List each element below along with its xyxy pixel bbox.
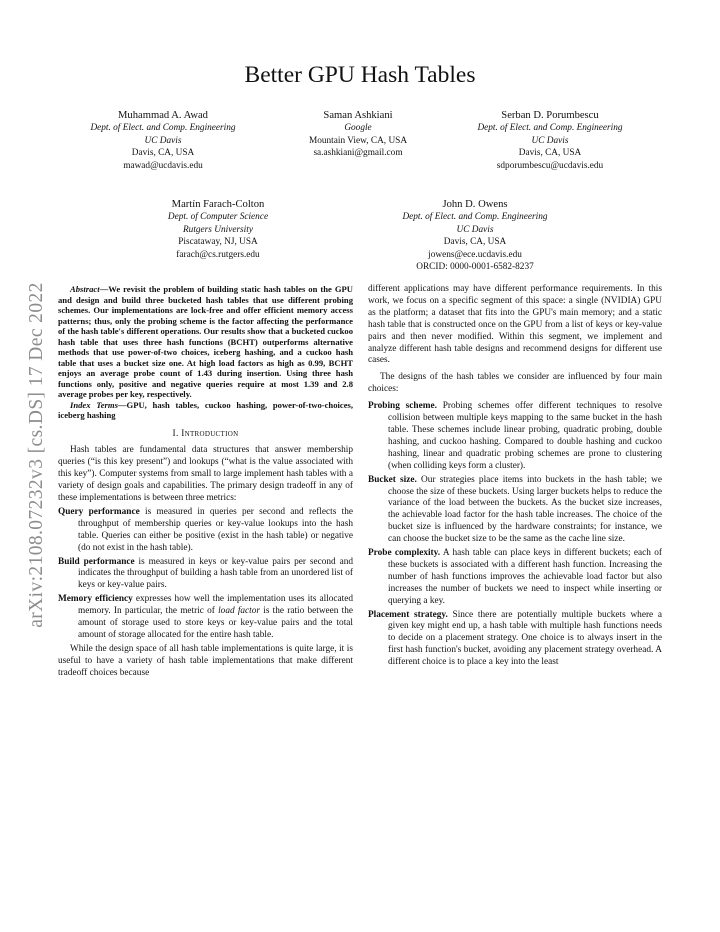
- choice-item: [368, 475, 662, 546]
- author-name: Serban D. Porumbescu: [501, 110, 599, 121]
- author-affiliation: Dept. of Elect. and Comp. Engineering: [90, 123, 236, 133]
- author-orcid: ORCID: 0000-0001-6582-8237: [416, 262, 534, 273]
- choice-text: A hash table can place keys in different buckets; each of these buckets is associated with a different hash function. Increasing the number of hash functions improves the achievable load factor but also increases the number of buckets we need to inspect while inserting or querying a key.: [388, 548, 662, 606]
- author-name: John D. Owens: [442, 199, 508, 210]
- choice-text: Our strategies place items into buckets in the hash table; we choose the size of these buckets. Using larger buckets helps to reduce the variance of the load between the buckets. As the bucket size increases, the achievable load factor for the hash table increases. The choice of the bucket size is influenced by the hardware constraints; for instance, we can choose the bucket size to be the same as the cache line size.: [388, 474, 662, 545]
- author-affiliation: Dept. of Elect. and Comp. Engineering: [402, 212, 548, 222]
- choice-text: Probing schemes offer different techniques to resolve collision between multiple keys mapping to the same bucket in the hash table. These schemes include linear probing, quadratic probing, double hashing, and cuckoo hashing. Compared to double hashing and cuckoo hashing, linear and quadratic probing schemes are prone to clustering (when colliding keys form a cluster).: [388, 401, 663, 471]
- author-email: jowens@ece.ucdavis.edu: [428, 249, 522, 260]
- index-terms-label: Index Terms: [70, 399, 118, 410]
- left-column: [58, 284, 353, 680]
- metric-item: [58, 594, 353, 642]
- author-block: [440, 109, 660, 172]
- metric-item: [58, 557, 353, 593]
- metric-term: Query performance: [58, 506, 140, 517]
- metric-item: [58, 507, 353, 555]
- author-institution: UC Davis: [531, 135, 569, 146]
- author-block: [268, 109, 448, 160]
- author-name: Saman Ashkiani: [323, 110, 393, 121]
- choice-text: Since there are potentially multiple buckets where a given key might end up, a hash table with multiple hash functions needs to decide on a placement strategy. One choice is to always insert in the first hash function's bucket, avoiding any placement strategy overhead. A different choice is to place a key into the least: [388, 609, 662, 668]
- right-column: [368, 284, 662, 671]
- choice-item: [368, 548, 662, 608]
- index-terms-text: —GPU, hash tables, cuckoo hashing, power-of-two-choices, iceberg hashing: [58, 399, 354, 420]
- choice-item: [368, 401, 662, 472]
- abstract: [58, 284, 353, 400]
- author-affiliation: Google: [344, 123, 372, 133]
- choice-term: Bucket size.: [368, 474, 417, 485]
- choice-term: Probe complexity.: [368, 548, 441, 559]
- author-location: Davis, CA, USA: [443, 237, 507, 248]
- index-terms: [58, 400, 353, 421]
- choice-term: Probing scheme.: [368, 401, 437, 412]
- author-block: [360, 198, 590, 274]
- author-institution: UC Davis: [456, 224, 494, 235]
- body-paragraph: The designs of the hash tables we consider are influenced by four main choices:: [368, 372, 662, 395]
- abstract-label: Abstract: [70, 284, 100, 294]
- intro-paragraph: Hash tables are fundamental data structures that answer membership queries (“is this key present”) and lookups (“what is the value associated with this key”). Computer systems from small to large implement hash tables with a variety of design goals and capabilities. The primary design tradeoff in any of these implementations is between three metrics:: [58, 445, 353, 504]
- intro-paragraph: While the design space of all hash table implementations is quite large, it is useful to have a variety of hash table implementations that make different tradeoff choices because: [58, 643, 353, 678]
- section-heading: I. Introduction: [172, 428, 239, 439]
- author-location: Piscataway, NJ, USA: [178, 237, 258, 248]
- author-email: sa.ashkiani@gmail.com: [313, 148, 403, 159]
- metric-term: Memory efficiency: [58, 594, 133, 605]
- author-location: Davis, CA, USA: [131, 148, 195, 159]
- metric-text: expresses how well the implementation uses its allocated memory. In particular, the metric of: [78, 594, 353, 617]
- author-institution: Rutgers University: [183, 224, 253, 235]
- author-affiliation: Dept. of Computer Science: [167, 212, 269, 222]
- body-paragraph: different applications may have different performance requirements. In this work, we focus on a specific segment of this space: a single (NVIDIA) GPU as the platform; a dataset that fits into the GPU's main memory; and a static hash table that is constructed once on the GPU from a list of keys or key-value pairs and then never modified. Within this segment, we implement and analyze different hash table designs and recommend designs for different use cases.: [368, 284, 662, 366]
- author-name: Muhammad A. Awad: [118, 110, 208, 121]
- author-location: Davis, CA, USA: [518, 148, 582, 159]
- choice-term: Placement strategy.: [368, 609, 448, 620]
- metric-italic-term: load factor: [218, 606, 261, 617]
- author-block: [118, 198, 318, 261]
- metric-text: is measured in queries per second and reflects the throughput of membership queries or key-value lookups into the hash table. Queries can either be positive (exist in the hash table) or negative (do not exist in the hash table).: [78, 506, 353, 553]
- author-name: Martín Farach-Colton: [171, 199, 265, 210]
- choice-item: [368, 610, 662, 670]
- author-email: sdporumbescu@ucdavis.edu: [496, 160, 604, 171]
- author-block: [58, 109, 268, 172]
- metric-text: is the ratio between the amount of storage used to store keys or key-value pairs and the total amount of storage allocated for the entire hash table.: [78, 606, 353, 640]
- metric-term: Build performance: [58, 556, 135, 567]
- metric-text: is measured in keys or key-value pairs per second and indicates the throughput of building a hash table from an unordered list of keys or key-value pairs.: [78, 556, 353, 591]
- author-affiliation: Dept. of Elect. and Comp. Engineering: [477, 123, 623, 133]
- paper-title: Better GPU Hash Tables: [244, 62, 476, 88]
- author-email: farach@cs.rutgers.edu: [176, 249, 260, 260]
- arxiv-identifier: arXiv:2108.07232v3 [cs.DS] 17 Dec 2022: [26, 282, 47, 628]
- abstract-text: —We revisit the problem of building static hash tables on the GPU and design and build three bucketed hash tables that use different probing schemes. Our implementations are lock-free and offer efficient memory access patterns; thus, only the probing scheme is the factor affecting the performance of the hash table's different operations. Our results show that a bucketed cuckoo hash table that uses three hash functions (BCHT) outperforms alternative methods that use power-of-two choices, iceberg hashing, and a cuckoo hash table that uses a bucket size one. At high load factors as high as 0.99, BCHT enjoys an average probe count of 1.43 during insertion. Using three hash functions only, positive and negative queries require at most 1.39 and 2.8 average probes per key, respectively.: [58, 284, 353, 399]
- author-institution: UC Davis: [144, 135, 182, 146]
- author-location: Mountain View, CA, USA: [308, 135, 408, 146]
- author-email: mawad@ucdavis.edu: [123, 160, 203, 171]
